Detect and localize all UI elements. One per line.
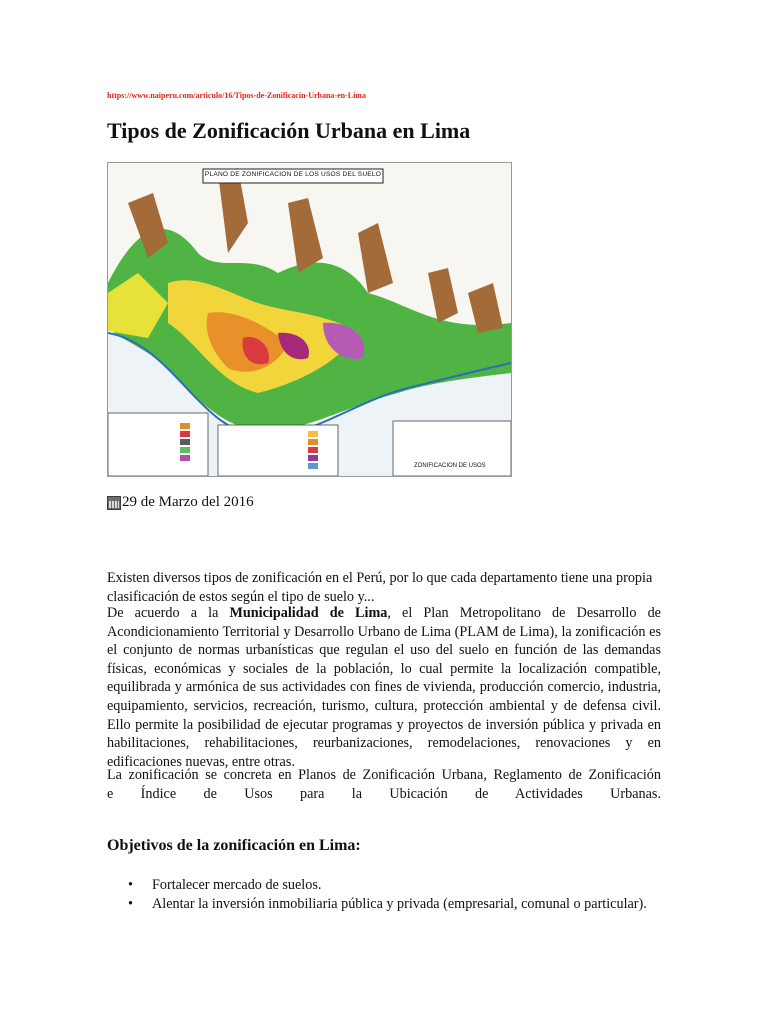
map-footer-label: ZONIFICACION DE USOS bbox=[414, 463, 486, 469]
closing-paragraph bbox=[107, 766, 661, 803]
calendar-icon bbox=[107, 496, 121, 510]
bullet-icon: • bbox=[128, 895, 133, 912]
bullet-icon: • bbox=[128, 877, 133, 893]
body-rest: , el Plan Metropolitano de Desarrollo de Acondicionamiento Territorial y Desarrollo Urbano de Lima (PLAM de Lima), la zonificación es el conjunto de normas urbanísticas que regulan el uso del suelo en función de las demandas físicas, económicas y sociales de la población, lo cual permite la localización compatible, equilibrada y armónica de sus actividades con fines de vivienda, producción comercio, industria, equipamiento, servicios, recreación, turismo, cultura, protección ambiental y de defensa civil. Ello permite la posibilidad de ejecutar programas y proyectos de inversión pública y privada en habilitaciones, rehabilitaciones, reurbanizaciones, remodelaciones, renovaciones y en edificaciones nuevas, entre otras. bbox=[107, 605, 661, 770]
body-lead: De acuerdo a la bbox=[107, 605, 230, 621]
page-title: Tipos de Zonificación Urbana en Lima bbox=[107, 118, 471, 143]
list-item bbox=[107, 895, 661, 914]
municipalidad-name: Municipalidad de Lima bbox=[229, 605, 388, 621]
source-url-link[interactable]: https://www.naiperu.com/articulo/16/Tipos-de-Zonificacin-Urbana-en-Lima bbox=[107, 91, 366, 100]
publish-date bbox=[107, 494, 254, 511]
body-paragraph bbox=[107, 604, 661, 771]
objectives-list bbox=[107, 876, 661, 913]
publish-date-text: 29 de Marzo del 2016 bbox=[122, 494, 254, 510]
closing-line-2: e Índice de Usos para la Ubicación de Actividades Urbanas. bbox=[107, 785, 661, 802]
intro-paragraph: Existen diversos tipos de zonificación en el Perú, por lo que cada departamento tiene una propia clasificación de estos según el tipo de suelo y... bbox=[107, 570, 653, 605]
list-item-text: Alentar la inversión inmobiliaria pública y privada (empresarial, comunal o particular). bbox=[152, 895, 647, 912]
closing-line-1: La zonificación se concreta en Planos de Zonificación Urbana, Reglamento de Zonificación bbox=[107, 767, 661, 783]
zoning-map-image bbox=[107, 162, 512, 477]
map-heading: PLANO DE ZONIFICACION DE LOS USOS DEL SUELO bbox=[204, 171, 382, 178]
objectives-heading: Objetivos de la zonificación en Lima: bbox=[107, 837, 361, 854]
zoning-map-drawing bbox=[108, 163, 511, 476]
list-item-text: Fortalecer mercado de suelos. bbox=[152, 877, 322, 893]
list-item bbox=[107, 876, 661, 895]
